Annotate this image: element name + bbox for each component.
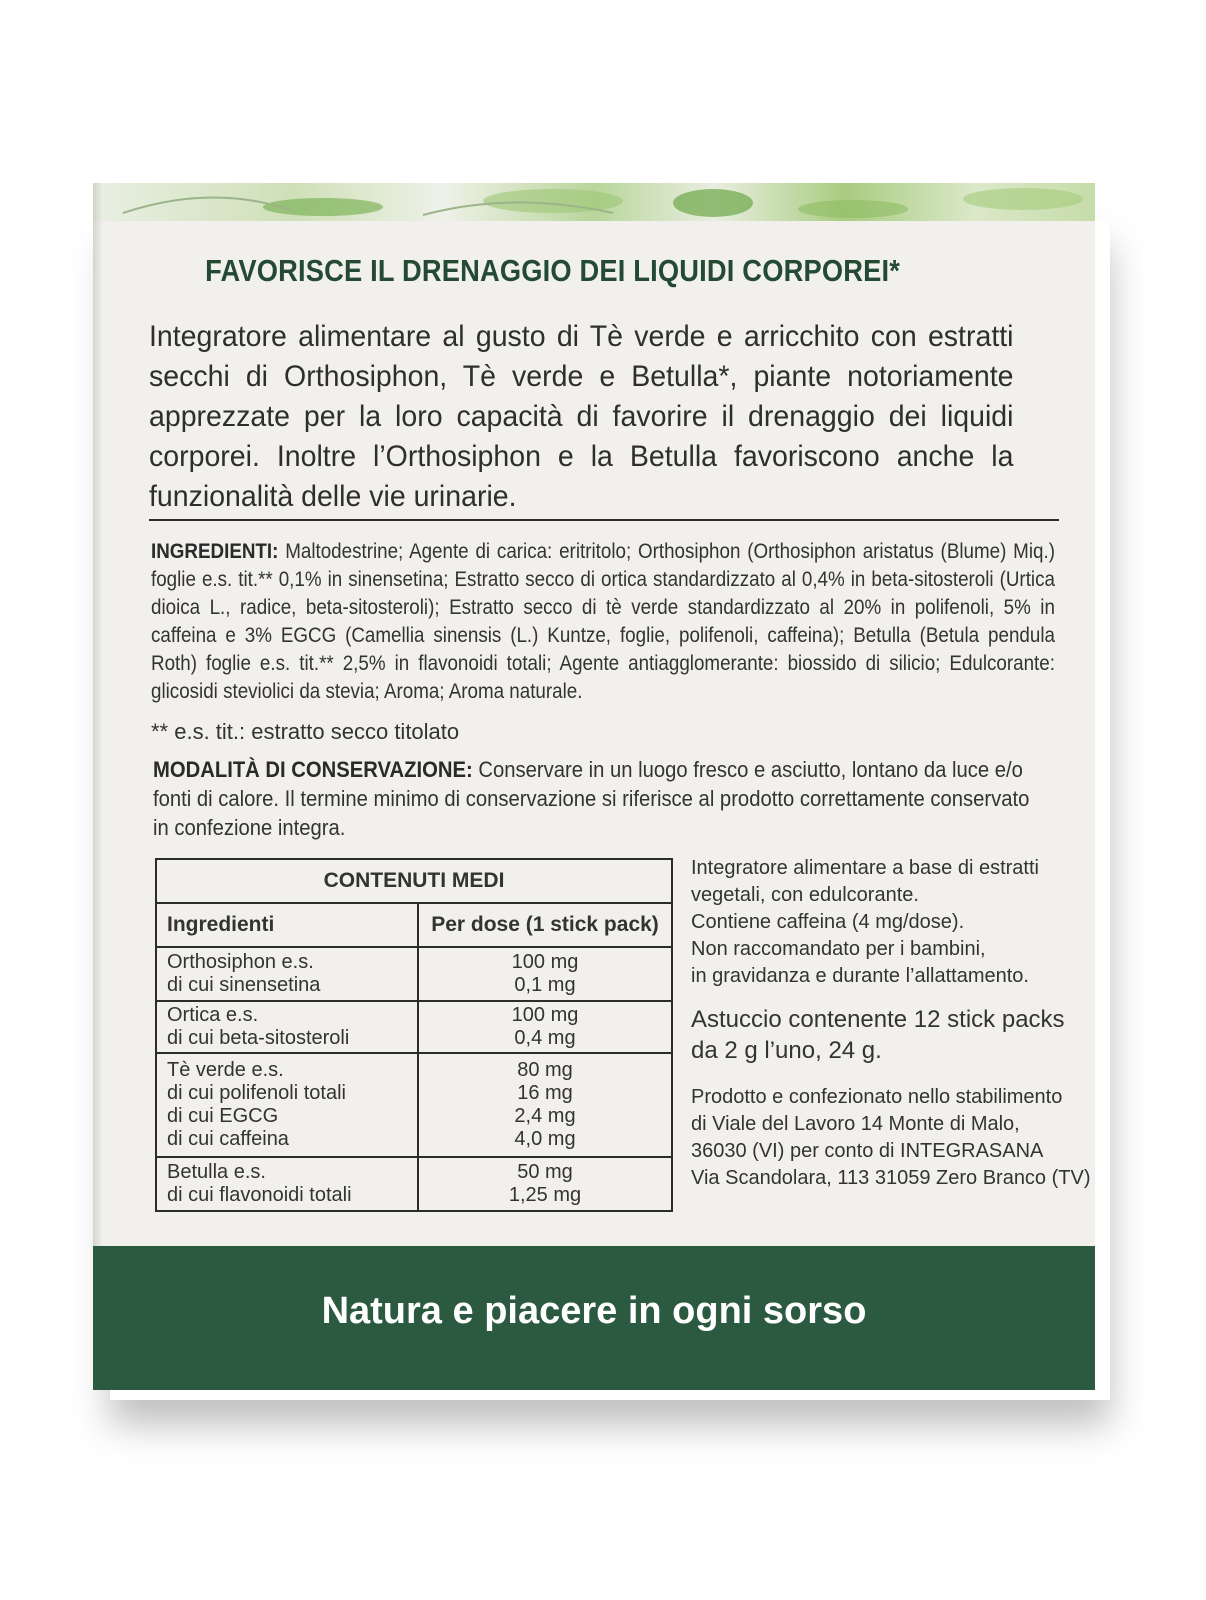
table-cell-name: [156, 947, 418, 1001]
table-cell-value: [418, 1001, 672, 1053]
ingredient-subvalue: 4,0 mg: [514, 1128, 576, 1150]
ingredient-subname: di cui EGCG: [167, 1105, 279, 1127]
storage-label: MODALITÀ DI CONSERVAZIONE:: [153, 757, 473, 782]
table-cell-name: [156, 1001, 418, 1053]
table-cell-value: [418, 947, 672, 1001]
slogan: Natura e piacere in ogni sorso: [321, 1290, 867, 1332]
package-contents: [691, 1004, 1091, 1066]
storage-paragraph: [153, 755, 1036, 842]
ingredient-subname: di cui sinensetina: [167, 974, 321, 996]
notice-line: Integratore alimentare a base di estratti: [691, 857, 1039, 879]
contents-line: da 2 g l’uno, 24 g.: [691, 1037, 882, 1064]
table-row: [156, 1001, 672, 1053]
ingredient-subvalue: 0,1 mg: [514, 974, 576, 996]
intro-paragraph: Integratore alimentare al gusto di Tè verde e arricchito con estratti secchi di Orthosiphon, Tè verde e Betulla*, piante notoriamente apprezzate per la loro capacità di favorire il drenaggio dei liquidi corporei. Inoltre l’Orthosiphon e la Betulla favoriscono anche la funzionalità delle vie urinarie.: [149, 320, 1014, 513]
divider: [149, 519, 1059, 521]
ingredient-value: 100 mg: [511, 951, 579, 973]
table-header-dose: Per dose (1 stick pack): [418, 903, 672, 947]
table-cell-value: [418, 1053, 672, 1157]
ingredient-value: 80 mg: [517, 1059, 573, 1081]
leaf-illustration: [93, 183, 1095, 221]
table-row: [156, 1053, 672, 1157]
notice-line: vegetali, con edulcorante.: [691, 884, 919, 906]
storage-text: Conservare in un luogo fresco e asciutto, lontano da luce e/o fonti di calore. Il termine minimo di conservazione si riferisce al prodotto correttamente conservato in confezione integra.: [153, 757, 1030, 840]
producer-line: 36030 (VI) per conto di INTEGRASANA: [691, 1140, 1044, 1162]
ingredient-subname: di cui flavonoidi totali: [167, 1184, 352, 1206]
notice-line: in gravidanza e durante l’allattamento.: [691, 965, 1029, 987]
leaf-pattern-band: [93, 183, 1095, 221]
table-row: [156, 947, 672, 1001]
ingredient-name: Tè verde e.s.: [167, 1059, 284, 1081]
notice-line: Contiene caffeina (4 mg/dose).: [691, 911, 965, 933]
producer-line: di Viale del Lavoro 14 Monte di Malo,: [691, 1113, 1020, 1135]
producer-info: [691, 1084, 1091, 1192]
ingredient-subname: di cui caffeina: [167, 1128, 289, 1150]
ingredients-paragraph: [151, 538, 1055, 706]
ingredients-label: INGREDIENTI:: [151, 540, 279, 563]
ingredient-subvalue: 16 mg: [517, 1082, 573, 1104]
table-caption: CONTENUTI MEDI: [156, 859, 672, 903]
ingredient-name: Orthosiphon e.s.: [167, 951, 314, 973]
contents-line: Astuccio contenente 12 stick packs: [691, 1006, 1065, 1033]
box-edge-shade: [93, 183, 103, 1390]
table-row: [156, 1157, 672, 1211]
footnote: ** e.s. tit.: estratto secco titolato: [151, 719, 460, 744]
ingredient-subname: di cui beta-sitosteroli: [167, 1027, 350, 1049]
ingredient-subname: di cui polifenoli totali: [167, 1082, 346, 1104]
ingredient-value: 100 mg: [511, 1004, 579, 1026]
table-cell-name: [156, 1053, 418, 1157]
ingredient-subvalue: 2,4 mg: [514, 1105, 576, 1127]
notice-line: Non raccomandato per i bambini,: [691, 938, 986, 960]
product-box-back: [93, 183, 1095, 1390]
ingredient-name: Betulla e.s.: [167, 1161, 266, 1183]
nutrition-table: [155, 858, 673, 1212]
supplement-notice: [691, 855, 1091, 990]
table-header-ingredients: Ingredienti: [156, 903, 418, 947]
table-cell-value: [418, 1157, 672, 1211]
ingredients-text: Maltodestrine; Agente di carica: eritritolo; Orthosiphon (Orthosiphon aristatus (Blume) Miq.) foglie e.s. tit.** 0,1% in sinensetina; Estratto secco di ortica standardizzato al 0,4% in beta-sitosteroli (Urtica dioica L., radice, beta-sitosteroli); Estratto secco di tè verde standardizzato al 20% in polifenoli, 5% in caffeina e 3% EGCG (Camellia sinensis (L.) Kuntze, foglie, polifenoli, caffeina); Betulla (Betula pendula Roth) foglie e.s. tit.** 2,5% in flavonoidi totali; Agente antiagglomerante: biossido di silicio; Edulcorante: glicosidi steviolici da stevia; Aroma; Aroma naturale.: [151, 540, 1055, 703]
producer-line: Prodotto e confezionato nello stabilimento: [691, 1086, 1063, 1108]
ingredient-subvalue: 0,4 mg: [514, 1027, 576, 1049]
table-cell-name: [156, 1157, 418, 1211]
producer-line: Via Scandolara, 113 31059 Zero Branco (TV): [691, 1167, 1091, 1189]
ingredient-value: 50 mg: [517, 1161, 573, 1183]
ingredient-subvalue: 1,25 mg: [508, 1184, 582, 1206]
ingredient-name: Ortica e.s.: [167, 1004, 259, 1026]
headline: FAVORISCE IL DRENAGGIO DEI LIQUIDI CORPOREI*: [205, 253, 901, 288]
side-info: [691, 855, 1091, 1192]
